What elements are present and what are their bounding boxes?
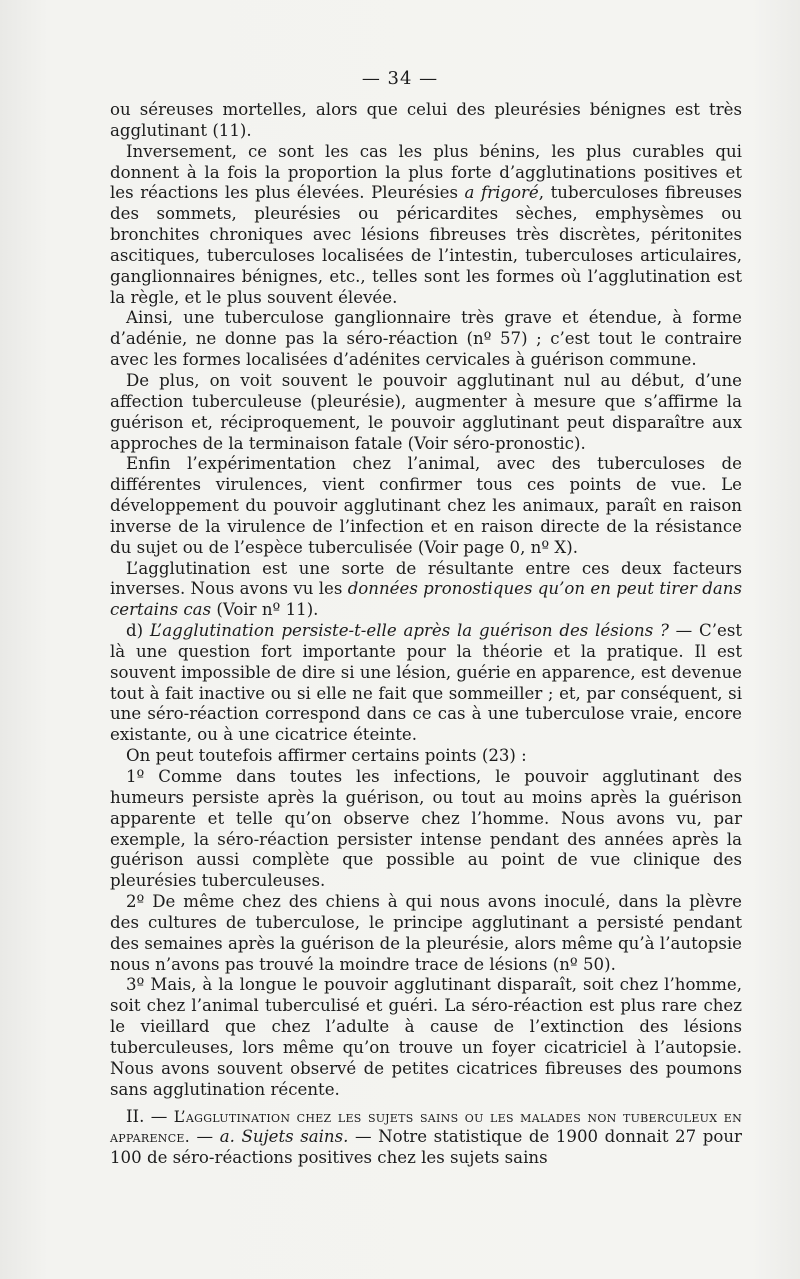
paragraph-5: Enfin l’expérimentation chez l’animal, avec des tuberculoses de différentes virulences, vient confirmer tous ces points de vue. Le développement du pouvoir agglutinant chez les animaux, paraît en raison inverse de la virulence de l’infection et en raison directe de la résistance du sujet ou de l’espèce tuberculisée (Voir page 0, nº X). <box>110 454 742 557</box>
subsection-heading: a. Sujets sains. <box>219 1127 349 1147</box>
paragraph-10: 2º De même chez des chiens à qui nous avons inoculé, dans la plèvre des cultures de tuberculose, le principe agglutinant a persisté pendant des semaines après la guérison de la pleurésie, alors même qu’à l’autopsie nous n’avons pas trouvé la moindre trace de lésions (nº 50). <box>110 892 742 974</box>
paragraph-2: Inversement, ce sont les cas les plus bénins, les plus curables qui donnent à la fois la proportion la plus forte d’agglutinations positives et les réactions les plus élevées. Pleurésies a frigoré, tuberculoses fibreuses des sommets, pleurésies ou péricardites sèches, emphysèmes ou bronchites chroniques avec lésions fibreuses très discrètes, péritonites ascitiques, tuberculoses localisées de l’intestin, tuberculoses articulaires, ganglionnaires bénignes, etc., telles sont les formes où l’agglutination est la règle, et le plus souvent élevée. <box>110 141 742 307</box>
paragraph-7: d) L’agglutination persiste-t-elle après la guérison des lésions ? — C’est là une question fort importante pour la théorie et la pratique. Il est souvent impossible de dire si une lésion, guérie en apparence, est devenue tout à fait inactive ou si elle ne fait que sommeiller ; et, par conséquent, si une séro-réaction correspond dans ce cas à une tuberculose vraie, encore existante, ou à une cicatrice éteinte. <box>110 621 743 745</box>
paragraph-9: 1º Comme dans toutes les infections, le pouvoir agglutinant des humeurs persiste après la guérison, ou tout au moins après la guérison apparente et telle qu’on observe chez l’homme. Nous avons vu, par exemple, la séro-réaction persister intense pendant des années après la guérison aussi complète que possible au point de vue clinique des pleurésies tuberculeuses. <box>110 767 742 891</box>
paragraph-11: 3º Mais, à la longue le pouvoir agglutinant disparaît, soit chez l’homme, soit chez l’animal tuberculisé et guéri. La séro-réaction est plus rare chez le vieillard que chez l’adulte à cause de l’extinction des lésions tuberculeuses, lors même qu’on trouve un foyer cicatriciel à l’autopsie. Nous avons souvent observé de petites cicatrices fibreuses des poumons sans agglutination récente. <box>110 975 742 1099</box>
paragraph-4: De plus, on voit souvent le pouvoir agglutinant nul au début, d’une affection tuberculeuse (pleurésie), augmenter à mesure que s’affirme la guérison et, réciproquement, le pouvoir agglutinant peut disparaître aux approches de la terminaison fatale (Voir séro-pronostic). <box>110 370 742 453</box>
page-number: — 34 — <box>361 68 439 89</box>
paragraph-8: On peut toutefois affirmer certains points (23) : <box>126 746 527 766</box>
paragraph-3: Ainsi, une tuberculose ganglionnaire très grave et étendue, à forme d’adénie, ne donne pas la séro-réaction (nº 57) ; c’est tout le contraire avec les formes localisées d’adénites cervicales à guérison commune. <box>110 308 742 370</box>
paragraph-1: ou séreuses mortelles, alors que celui des pleurésies bénignes est très agglutinant (11). <box>110 100 742 140</box>
paragraph-12: II. — L’agglutination chez les sujets sains ou les malades non tuberculeux en apparence. — a. Sujets sains. — Notre statistique de 1900 donnait 27 pour 100 de séro-réactions positives chez les sujets sains <box>110 1106 742 1168</box>
paragraph-6: L’agglutination est une sorte de résultante entre ces deux facteurs inverses. Nous avons vu les données pronostiques qu’on en peut tirer dans certains cas (Voir nº 11). <box>110 558 743 620</box>
body-text <box>110 100 742 1169</box>
section-heading: L’agglutination chez les sujets sains ou les malades non tuberculeux en apparence. <box>110 1107 742 1147</box>
